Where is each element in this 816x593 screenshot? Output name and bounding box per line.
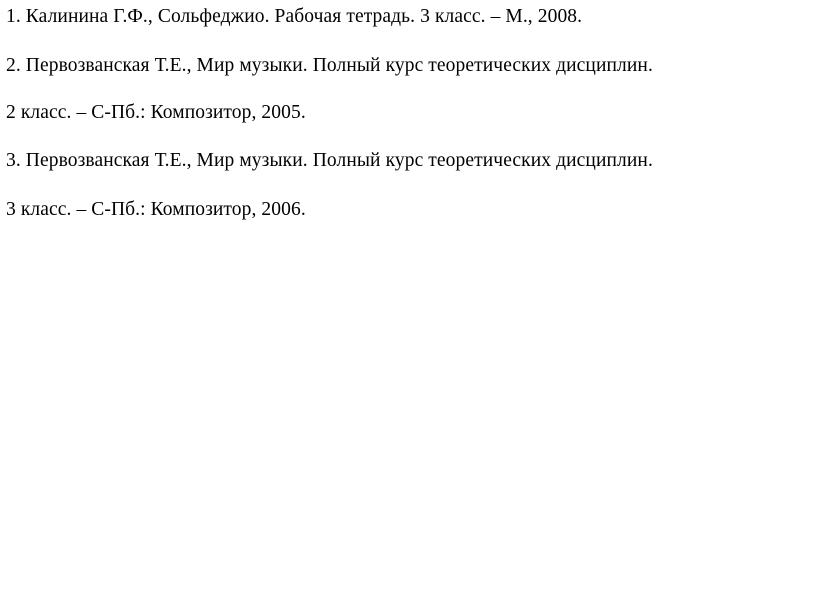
reference-3-line-2: 3 класс. – С-Пб.: Композитор, 2006.: [6, 199, 306, 220]
reference-3-line-1: 3. Первозванская Т.Е., Мир музыки. Полный курс теоретических дисциплин.: [6, 150, 653, 171]
reference-1-line: 1. Калинина Г.Ф., Сольфеджио. Рабочая тетрадь. 3 класс. – М., 2008.: [6, 6, 583, 27]
reference-2-line-2: 2 класс. – С-Пб.: Композитор, 2005.: [6, 102, 306, 123]
reference-2-line-1: 2. Первозванская Т.Е., Мир музыки. Полный курс теоретических дисциплин.: [6, 55, 653, 76]
